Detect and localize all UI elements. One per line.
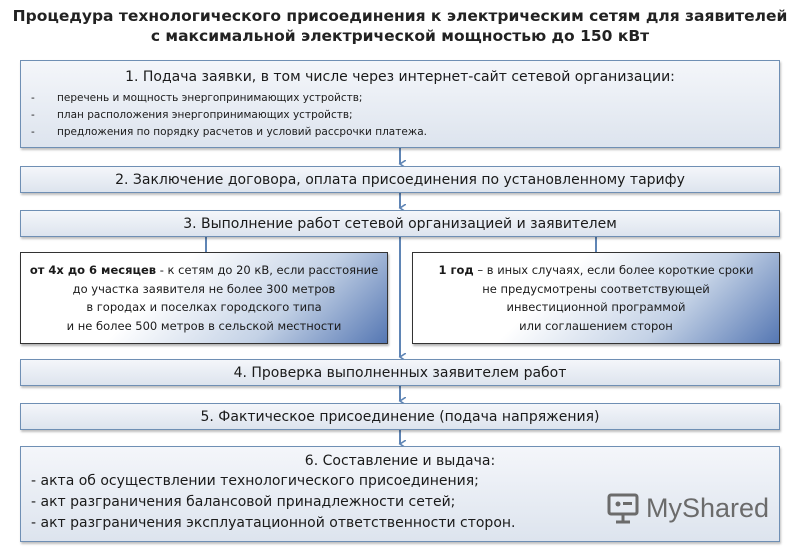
title-line-1: Процедура технологического присоединения к электрическим сетям для заявителей xyxy=(12,7,788,25)
list-item: - план расположения энергопринимающих устройств; xyxy=(31,109,353,121)
step-1-heading: 1. Подача заявки, в том числе через интернет-сайт сетевой организации: xyxy=(125,69,675,85)
option-a-line-3: в городах и поселках городского типа xyxy=(86,300,322,314)
watermark[interactable] xyxy=(606,488,769,528)
option-a-line-2: до участка заявителя не более 300 метров xyxy=(72,281,336,296)
option-b-line-1: – в иных случаях, если более короткие сроки xyxy=(473,263,754,277)
step-2-box xyxy=(20,166,780,193)
step-1-list xyxy=(21,90,779,141)
step-1-box xyxy=(20,60,780,148)
option-b-line-4: или соглашением сторон xyxy=(519,318,673,333)
watermark-text: MyShared xyxy=(646,492,770,523)
option-a-line-4: и не более 500 метров в сельской местности xyxy=(66,318,342,333)
option-b-term: 1 год xyxy=(438,263,474,277)
option-a-box xyxy=(20,252,388,344)
step-6-heading: 6. Составление и выдача: xyxy=(304,453,496,469)
option-a-line-1: - к сетям до 20 кВ, если расстояние xyxy=(156,263,379,277)
step-4-heading: 4. Проверка выполненных заявителем работ xyxy=(233,364,567,381)
title-line-2: с максимальной электрической мощностью до 150 кВт xyxy=(150,27,650,45)
step-5-box xyxy=(20,403,780,430)
list-item: - акт разграничения балансовой принадлежности сетей; xyxy=(31,494,456,510)
step-3-box xyxy=(20,210,780,237)
option-a-term: от 4х до 6 месяцев xyxy=(29,263,157,277)
list-item: - предложения по порядку расчетов и условий рассрочки платежа. xyxy=(31,126,428,138)
list-item: - перечень и мощность энергопринимающих устройств; xyxy=(31,92,363,104)
list-item: - акт разграничения эксплуатационной ответственности сторон. xyxy=(31,515,516,531)
step-2-heading: 2. Заключение договора, оплата присоединения по установленному тарифу xyxy=(115,171,685,188)
step-3-heading: 3. Выполнение работ сетевой организацией и заявителем xyxy=(183,215,617,232)
option-b-line-3: инвестиционной программой xyxy=(506,300,686,314)
step-5-heading: 5. Фактическое присоединение (подача напряжения) xyxy=(200,408,600,425)
step-4-box xyxy=(20,359,780,386)
option-b-line-2: не предусмотрены соответствующей xyxy=(482,281,710,296)
list-item: - акта об осуществлении технологического присоединения; xyxy=(31,473,479,489)
presentation-board-icon xyxy=(606,491,640,525)
option-b-box xyxy=(412,252,780,344)
